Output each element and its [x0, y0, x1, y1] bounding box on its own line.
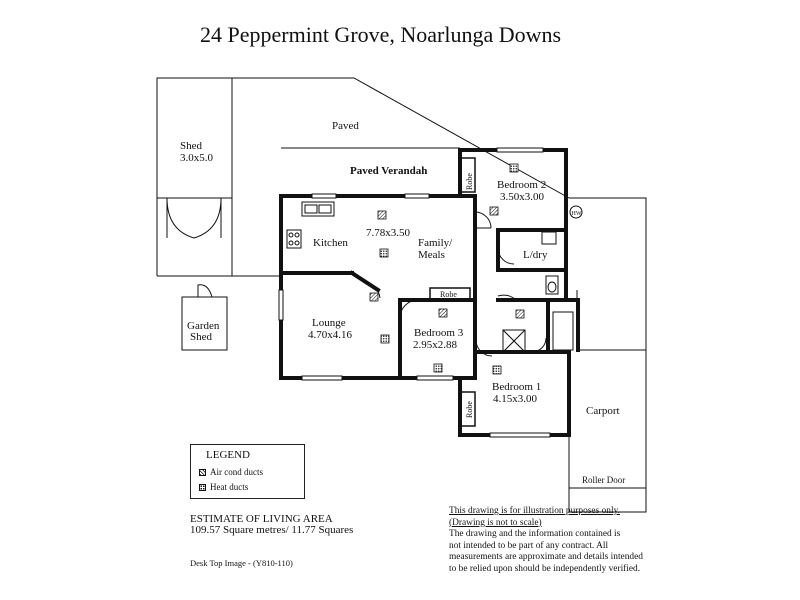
label-garden: Garden	[187, 320, 220, 332]
image-reference: Desk Top Image - (Y810-110)	[190, 558, 293, 568]
label-shed: Shed	[180, 140, 202, 152]
label-paved: Paved	[332, 120, 359, 132]
label-kitchen: Kitchen	[313, 237, 348, 249]
legend	[190, 444, 305, 499]
legend-heat	[199, 482, 248, 492]
label-bedroom-3: Bedroom 3	[414, 327, 464, 339]
living-area-estimate	[190, 514, 353, 536]
estimate-heading: ESTIMATE OF LIVING AREA	[190, 513, 333, 525]
label-carport: Carport	[586, 405, 620, 417]
label-robe-bedroom-3: Robe	[440, 290, 457, 299]
legend-air-cond-label: Air cond ducts	[210, 467, 263, 477]
disclaimer-line-6: to be relied upon should be independently verified.	[449, 563, 641, 574]
disclaimer	[449, 506, 649, 576]
label-robe-bedroom-2: Robe	[465, 173, 474, 190]
air-cond-duct-icon	[199, 469, 206, 476]
room-labels	[180, 120, 625, 485]
label-robe-bedroom-1: Robe	[465, 401, 474, 418]
label-hot-water: HW	[571, 211, 582, 217]
label-lounge: Lounge	[312, 317, 346, 329]
label-bedroom-2: Bedroom 2	[497, 179, 547, 191]
estimate-value: 109.57 Square metres/ 11.77 Squares	[190, 524, 354, 536]
label-garden-shed: Shed	[190, 331, 212, 343]
disclaimer-line-5: measurements are approximate and details intended	[449, 552, 643, 563]
legend-air-cond	[199, 467, 263, 477]
disclaimer-line-2: (Drawing is not to scale)	[449, 517, 542, 528]
label-lounge-size: 4.70x4.16	[308, 329, 352, 341]
label-bedroom-1-size: 4.15x3.00	[493, 393, 537, 405]
disclaimer-line-1: This drawing is for illustration purposes only.	[449, 506, 620, 516]
label-family-size: 7.78x3.50	[366, 227, 410, 239]
disclaimer-line-4: not intended to be part of any contract. All	[449, 540, 609, 551]
disclaimer-line-3: The drawing and the information contained is	[449, 529, 621, 540]
bathroom-fixtures	[503, 206, 582, 352]
label-bedroom-2-size: 3.50x3.00	[500, 191, 544, 203]
page-title: 24 Peppermint Grove, Noarlunga Downs	[200, 22, 562, 47]
shed	[157, 198, 232, 238]
label-laundry: L/dry	[523, 249, 548, 261]
label-family: Family/	[418, 237, 453, 249]
label-bedroom-1: Bedroom 1	[492, 381, 542, 393]
label-paved-verandah: Paved Verandah	[350, 165, 428, 177]
legend-heat-label: Heat ducts	[210, 482, 249, 492]
heat-duct-icon	[199, 484, 206, 491]
legend-title: LEGEND	[206, 449, 250, 461]
label-bedroom-3-size: 2.95x2.88	[413, 339, 457, 351]
label-roller-door: Roller Door	[582, 475, 626, 485]
label-shed-size: 3.0x5.0	[180, 152, 213, 164]
label-meals: Meals	[418, 249, 445, 261]
